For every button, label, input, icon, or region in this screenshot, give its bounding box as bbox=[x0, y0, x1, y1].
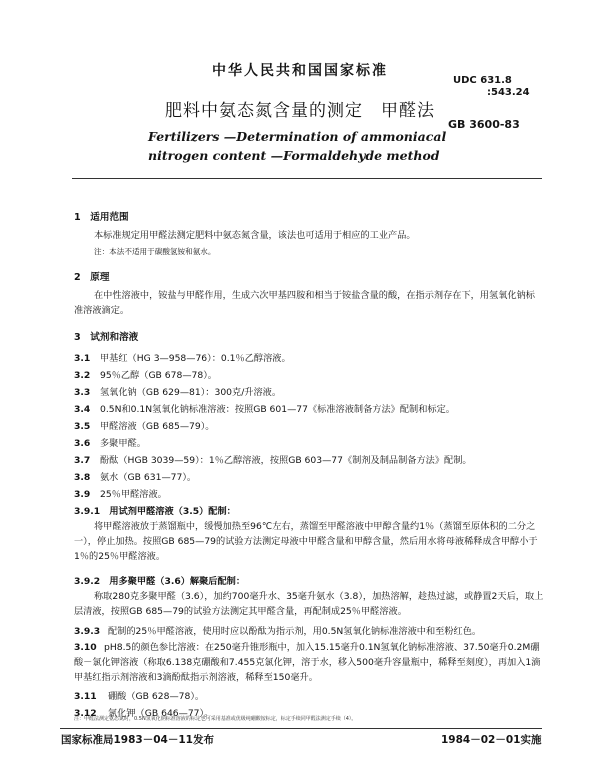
item-number: 3.8 bbox=[74, 472, 91, 483]
item-number: 3.10 bbox=[74, 642, 97, 653]
section-3-note-visible: 注：甲醛法测定氨态氮时，0.5N氢氧化钠标准溶液的标定也可采用基准或优级纯硼酸铵标定，标定手续同甲醛法测定手续（4）。 bbox=[74, 716, 357, 722]
item-number: 3.9.3 bbox=[74, 626, 101, 637]
section-1-body: 本标准规定用甲醛法测定肥料中氨态氮含量，该法也可适用于相应的工业产品。 bbox=[94, 230, 416, 241]
list-item bbox=[74, 401, 455, 415]
list-item bbox=[74, 418, 214, 432]
item-number: 3.12 bbox=[74, 708, 97, 719]
item-text: 0.5N和0.1N氢氧化钠标准溶液：按照GB 601—77《标准溶液制备方法》配制和标定。 bbox=[100, 404, 455, 415]
list-item bbox=[74, 350, 291, 364]
item-text: 氯化钾（GB 646—77）。 bbox=[108, 708, 214, 719]
item-number: 3.1 bbox=[74, 353, 91, 364]
list-item bbox=[74, 384, 281, 398]
section-2-heading: 2 原理 bbox=[74, 272, 110, 283]
subsection-3-9-3 bbox=[74, 623, 481, 637]
item-text: 配制的25％甲醛溶液，使用时应以酚酞为指示剂，用0.5N氢氧化钠标准溶液中和至粉红色。 bbox=[108, 626, 482, 637]
item-text: 酚酞（HGB 3039—59）：1％乙醇溶液，按照GB 603—77《制剂及制品制备方法》配制。 bbox=[100, 455, 472, 466]
item-number: 3.6 bbox=[74, 438, 91, 449]
item-text: 多聚甲醛。 bbox=[100, 438, 146, 449]
item-number: 3.11 bbox=[74, 691, 97, 702]
item-number: 3.4 bbox=[74, 404, 91, 415]
section-2-body: 在中性溶液中，铵盐与甲醛作用，生成六次甲基四胺和相当于铵盐含量的酸，在指示剂存在下，用氢氧化钠标准溶液滴定。 bbox=[74, 290, 535, 316]
item-text: 硼酸（GB 628—78）。 bbox=[108, 691, 205, 702]
footer-divider bbox=[60, 728, 542, 729]
item-text: 甲醛溶液（GB 685—79）。 bbox=[100, 421, 215, 432]
subsection-3-9-2-body: 称取280克多聚甲醛（3.6），加约700毫升水、35毫升氨水（3.8），加热溶解，趁热过滤，或静置2天后，取上层清液，按照GB 685—79的试验方法测定其甲醛含量，再配制成25％甲醛溶液。 bbox=[74, 591, 544, 617]
gb-standard-number: GB 3600-83 bbox=[448, 118, 520, 131]
document-title-chinese: 肥料中氨态氮含量的测定 甲醛法 bbox=[165, 101, 435, 121]
subsection-3-9-1-body: 将甲醛溶液放于蒸馏瓶中，缓慢加热至96℃左右，蒸馏至甲醛溶液中甲醇含量约1％（蒸馏至原体积的二分之一），停止加热。按照GB 685—79的试验方法测定母液中甲醛含量和甲醇含量，然后用水将母液稀释成含甲醇小于1％的25％甲醛溶液。 bbox=[74, 521, 538, 562]
subsection-3-10 bbox=[74, 640, 544, 685]
item-number: 3.5 bbox=[74, 421, 91, 432]
item-number: 3.3 bbox=[74, 387, 91, 398]
list-item bbox=[74, 452, 472, 466]
header-divider bbox=[72, 178, 542, 179]
item-text: 25％甲醛溶液。 bbox=[100, 489, 167, 500]
section-1-heading: 1 适用范围 bbox=[74, 212, 129, 223]
item-number: 3.7 bbox=[74, 455, 91, 466]
list-item bbox=[74, 688, 204, 702]
item-number: 3.9 bbox=[74, 489, 91, 500]
item-text: pH8.5的颜色参比溶液：在250毫升锥形瓶中，加入15.15毫升0.1N氢氧化钠标准溶液、37.50毫升0.2M硼酸－氯化钾溶液（称取6.138克硼酸和7.455克氯化钾，溶于水，移入500毫升容量瓶中，稀释至刻度），再加入1滴甲基红指示剂溶液和3滴酚酞指示剂溶液，稀释至150毫升。 bbox=[74, 642, 541, 683]
item-text: 氨水（GB 631—77）。 bbox=[100, 472, 197, 483]
effective-date: 1984－02－01实施 bbox=[441, 734, 542, 746]
section-1-note: 注：本法不适用于碳酸氢铵和氨水。 bbox=[94, 247, 216, 256]
item-text: 95％乙醇（GB 678—78）。 bbox=[100, 370, 217, 381]
udc-code: UDC 631.8 bbox=[453, 75, 512, 86]
section-3-heading: 3 试剂和溶液 bbox=[74, 332, 139, 343]
list-item bbox=[74, 486, 167, 500]
item-text: 甲基红（HG 3—958—76）：0.1％乙醇溶液。 bbox=[100, 353, 291, 364]
standard-name: 中华人民共和国国家标准 bbox=[212, 63, 388, 79]
udc-code-continued: :543.24 bbox=[487, 87, 530, 98]
issue-date: 国家标准局1983－04－11发布 bbox=[61, 734, 214, 746]
subsection-3-9-1-heading: 3.9.1 用试剂甲醛溶液（3.5）配制： bbox=[74, 506, 236, 517]
document-title-english: Fertilizers —Determination of ammoniacal nitrogen content —Formaldehyde method bbox=[148, 129, 447, 163]
list-item bbox=[74, 435, 146, 449]
item-number: 3.2 bbox=[74, 370, 91, 381]
list-item bbox=[74, 367, 217, 381]
list-item bbox=[74, 469, 196, 483]
item-text: 氢氧化钠（GB 629—81）：300克/升溶液。 bbox=[100, 387, 282, 398]
subsection-3-9-2-heading: 3.9.2 用多聚甲醛（3.6）解聚后配制： bbox=[74, 576, 246, 587]
